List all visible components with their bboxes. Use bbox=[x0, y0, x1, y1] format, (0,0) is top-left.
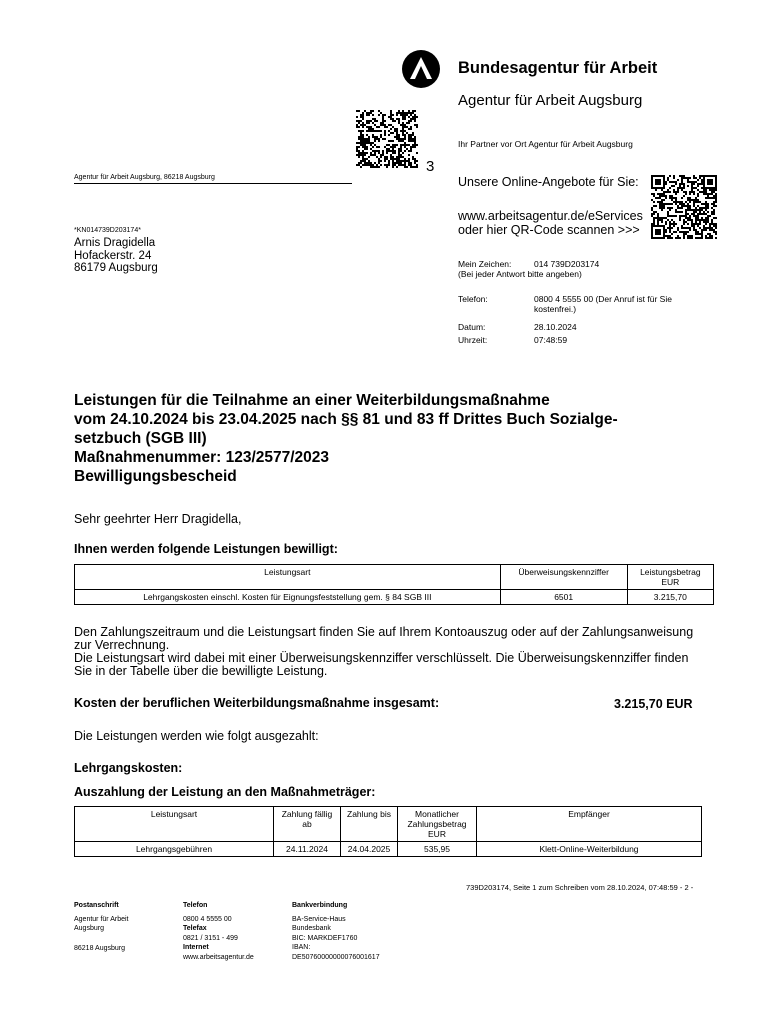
fax-line1: 0821 / 3151 - 499 bbox=[183, 934, 238, 942]
ba-logo-icon bbox=[402, 50, 440, 88]
subject-line3: setzbuch (SGB III) bbox=[74, 430, 207, 447]
telefon-value-line1: 0800 4 5555 00 (Der Anruf ist für Sie bbox=[534, 294, 672, 304]
datum-value: 28.10.2024 bbox=[534, 322, 577, 332]
para-line2: zur Verrechnung. bbox=[74, 638, 170, 652]
partner-text: Ihr Partner vor Ort Agentur für Arbeit Augsburg bbox=[458, 139, 633, 149]
subject-line1: Leistungen für die Teilnahme an einer Weiterbildungsmaßnahme bbox=[74, 392, 550, 409]
th-faellig-line2: ab bbox=[302, 819, 312, 829]
bank-line3: BIC: MARKDEF1760 bbox=[292, 934, 358, 942]
page-marker: 3 bbox=[426, 158, 435, 175]
th-betrag-line2: EUR bbox=[661, 577, 680, 587]
zeichen-value: 014 739D203174 bbox=[534, 259, 600, 269]
kosten-label: Kosten der beruflichen Weiterbildungsmaßnahme insgesamt: bbox=[74, 696, 440, 710]
meta-datum bbox=[458, 322, 577, 332]
recipient-street: Hofackerstr. 24 bbox=[74, 249, 152, 262]
telefon-label: Telefon: bbox=[458, 294, 488, 304]
th-empfaenger: Empfänger bbox=[477, 807, 702, 842]
subject bbox=[74, 391, 714, 486]
th-bis: Zahlung bis bbox=[341, 807, 398, 842]
th-betrag-line1: Leistungsbetrag bbox=[640, 567, 701, 577]
th-art: Leistungsart bbox=[75, 807, 274, 842]
th-monat-line1: Monatlicher bbox=[415, 809, 459, 819]
td-leistungsart: Lehrgangskosten einschl. Kosten für Eignungsfeststellung gem. § 84 SGB III bbox=[75, 590, 501, 605]
td-kennziffer: 6501 bbox=[500, 590, 627, 605]
online-url bbox=[458, 209, 643, 237]
subject-line2: vom 24.10.2024 bis 23.04.2025 nach §§ 81 und 83 ff Drittes Buch Sozialge- bbox=[74, 411, 618, 428]
th-kennziffer: Überweisungskennziffer bbox=[500, 565, 627, 590]
telefon-value bbox=[534, 294, 672, 314]
uhrzeit-value: 07:48:59 bbox=[534, 335, 568, 345]
datamatrix-icon bbox=[356, 110, 418, 168]
bank-line1: BA-Service-Haus bbox=[292, 915, 346, 923]
agency-name: Agentur für Arbeit Augsburg bbox=[458, 92, 643, 109]
th-monat-line2: Zahlungsbetrag bbox=[407, 819, 467, 829]
th-leistungsart: Leistungsart bbox=[75, 565, 501, 590]
td-betrag: 3.215,70 bbox=[627, 590, 713, 605]
meta-zeichen bbox=[458, 259, 599, 279]
org-name: Bundesagentur für Arbeit bbox=[458, 59, 658, 77]
subject-line5: Bewilligungsbescheid bbox=[74, 468, 237, 485]
sender-line: Agentur für Arbeit Augsburg, 86218 Augsburg bbox=[74, 174, 215, 181]
table-header-row bbox=[75, 807, 702, 842]
sender-rule bbox=[74, 183, 352, 184]
telefon-value-line2: kostenfrei.) bbox=[534, 304, 577, 314]
th-faellig-line1: Zahlung fällig bbox=[281, 809, 333, 819]
footer-reference: 739D203174, Seite 1 zum Schreiben vom 28.10.2024, 07:48:59 - 2 - bbox=[466, 883, 694, 892]
footer-postanschrift bbox=[74, 901, 128, 953]
recipient-city: 86179 Augsburg bbox=[74, 262, 158, 274]
online-title: Unsere Online-Angebote für Sie: bbox=[458, 175, 639, 189]
online-url-line2: oder hier QR-Code scannen >>> bbox=[458, 223, 640, 237]
th-faellig bbox=[274, 807, 341, 842]
qr-code-icon bbox=[651, 175, 717, 239]
post-line2: Augsburg bbox=[74, 925, 104, 932]
td-bis: 24.04.2025 bbox=[341, 842, 398, 857]
recipient-name: Arnis Dragidella bbox=[74, 237, 156, 249]
td-art: Lehrgangsgebühren bbox=[75, 842, 274, 857]
post-heading: Postanschrift bbox=[74, 902, 119, 909]
post-line3: 86218 Augsburg bbox=[74, 944, 125, 952]
datum-label: Datum: bbox=[458, 322, 486, 332]
web-line1: www.arbeitsagentur.de bbox=[183, 953, 254, 961]
td-faellig: 24.11.2024 bbox=[274, 842, 341, 857]
meta-telefon bbox=[458, 294, 672, 314]
web-heading: Internet bbox=[183, 944, 209, 951]
footer-bank bbox=[292, 901, 380, 962]
auszahlung-heading: Auszahlung der Leistung an den Maßnahmeträger: bbox=[74, 785, 376, 799]
tel-line1: 0800 4 5555 00 bbox=[183, 915, 232, 923]
zahlung-paragraph bbox=[74, 626, 714, 678]
td-empfaenger: Klett-Online-Weiterbildung bbox=[477, 842, 702, 857]
th-monat bbox=[398, 807, 477, 842]
post-line1: Agentur für Arbeit bbox=[74, 915, 129, 923]
th-betrag bbox=[627, 565, 713, 590]
para-line1: Den Zahlungszeitraum und die Leistungsart finden Sie auf Ihrem Kontoauszug oder auf der Zahlungsanweisung bbox=[74, 625, 694, 639]
recipient-code: *KN014739D203174* bbox=[74, 227, 141, 234]
lehrgang-heading: Lehrgangskosten: bbox=[74, 761, 183, 775]
bank-heading: Bankverbindung bbox=[292, 902, 348, 909]
auszahlung-table bbox=[74, 806, 702, 857]
zeichen-note: (Bei jeder Antwort bitte angeben) bbox=[458, 269, 582, 279]
bank-line2: Bundesbank bbox=[292, 925, 331, 932]
th-monat-line3: EUR bbox=[428, 829, 446, 839]
uhrzeit-label: Uhrzeit: bbox=[458, 335, 488, 345]
subject-line4: Maßnahmenummer: 123/2577/2023 bbox=[74, 449, 330, 466]
td-monat: 535,95 bbox=[398, 842, 477, 857]
tel-heading: Telefon bbox=[183, 902, 208, 909]
table-header-row bbox=[75, 565, 714, 590]
folgt-text: Die Leistungen werden wie folgt ausgezahlt: bbox=[74, 729, 319, 743]
table-row bbox=[75, 842, 702, 857]
recipient-address bbox=[74, 237, 158, 275]
bank-line5: DE50760000000076001617 bbox=[292, 953, 380, 961]
zeichen-label: Mein Zeichen: bbox=[458, 259, 512, 269]
meta-uhrzeit bbox=[458, 335, 567, 345]
leistungen-table bbox=[74, 564, 714, 605]
kosten-value: 3.215,70 EUR bbox=[614, 697, 693, 711]
para-line3: Die Leistungsart wird dabei mit einer Überweisungskennziffer verschlüsselt. Die Überweisungskennziffer finden bbox=[74, 651, 689, 665]
online-url-line1: www.arbeitsagentur.de/eServices bbox=[458, 209, 643, 223]
greeting: Sehr geehrter Herr Dragidella, bbox=[74, 512, 242, 526]
bank-line4: IBAN: bbox=[292, 944, 311, 951]
fax-heading: Telefax bbox=[183, 925, 207, 932]
para-line4: Sie in der Tabelle über die bewilligte Leistung. bbox=[74, 664, 328, 678]
bewilligt-heading: Ihnen werden folgende Leistungen bewilligt: bbox=[74, 542, 338, 556]
footer-telefon bbox=[183, 901, 254, 962]
table-row bbox=[75, 590, 714, 605]
